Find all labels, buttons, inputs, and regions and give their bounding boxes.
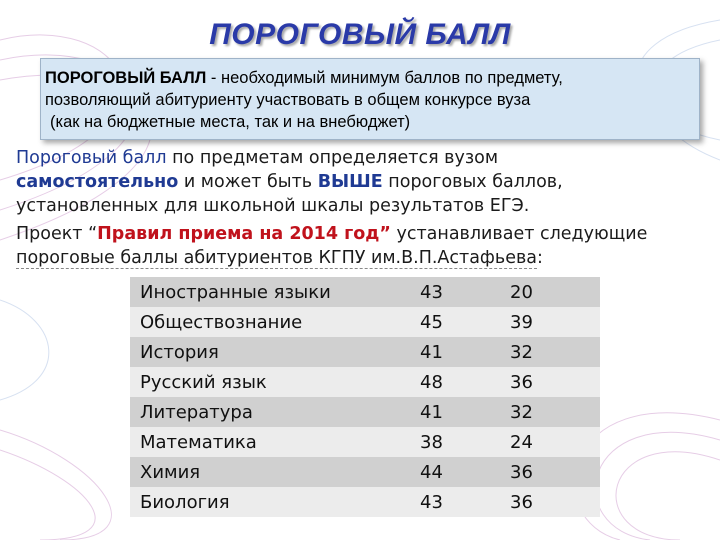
score-cell: 24 [510, 431, 533, 453]
score-cell: 39 [510, 311, 533, 333]
threshold-scores-table [130, 277, 600, 517]
score-cell: 32 [510, 401, 533, 423]
paragraph2-text-1: Проект “ [16, 224, 98, 244]
paragraph1-text-3: пороговых баллов, [382, 172, 563, 192]
definition-line-3: (как на бюджетные места, так и на внебюджет) [50, 113, 411, 131]
paragraph2-text-3: пороговые баллы абитуриентов КГПУ им.В.П.Астафьева [16, 248, 538, 268]
paragraph2-line-2 [16, 246, 716, 270]
paragraph2-line-1 [16, 222, 716, 246]
score-cell: 41 [420, 341, 443, 363]
subject-cell: Химия [140, 461, 201, 483]
table-row [130, 277, 600, 307]
score-cell: 44 [420, 461, 443, 483]
paragraph1-line-1 [16, 146, 716, 170]
score-cell: 43 [420, 281, 443, 303]
highlight-admission-rules: Правил приема на 2014 год” [97, 224, 391, 244]
highlight-independently: самостоятельно [16, 172, 179, 192]
definition-box [40, 58, 700, 140]
page-title: ПОРОГОВЫЙ БАЛЛ [209, 18, 511, 51]
score-cell: 20 [510, 281, 533, 303]
subject-cell: История [140, 341, 219, 363]
score-cell: 36 [510, 491, 533, 513]
subject-cell: Русский язык [140, 371, 267, 393]
paragraph-threshold-info [16, 146, 716, 218]
paragraph1-text-1: по предметам определяется вузом [166, 148, 499, 168]
score-cell: 41 [420, 401, 443, 423]
score-cell: 38 [420, 431, 443, 453]
score-cell: 48 [420, 371, 443, 393]
subject-cell: Биология [140, 491, 230, 513]
paragraph-admission-rules [16, 222, 716, 270]
paragraph2-text-2: устанавливает следующие [390, 224, 648, 244]
subject-cell: Математика [140, 431, 257, 453]
definition-line-2: позволяющий абитуриенту участвовать в общем конкурсе вуза [45, 91, 531, 109]
subject-cell: Литература [140, 401, 253, 423]
table-row [130, 367, 600, 397]
table-row [130, 457, 600, 487]
table-row [130, 397, 600, 427]
definition-text-1: - необходимый минимум баллов по предмету, [206, 69, 563, 87]
highlight-threshold-score: Пороговый балл [16, 148, 167, 168]
subject-cell: Обществознание [140, 311, 303, 333]
score-cell: 36 [510, 371, 533, 393]
subject-cell: Иностранные языки [140, 281, 331, 303]
score-cell: 45 [420, 311, 443, 333]
table-row [130, 337, 600, 367]
score-cell: 32 [510, 341, 533, 363]
definition-line-1 [45, 67, 695, 89]
score-cell: 43 [420, 491, 443, 513]
table-row [130, 487, 600, 517]
score-cell: 36 [510, 461, 533, 483]
table-row [130, 427, 600, 457]
table-row [130, 307, 600, 337]
paragraph1-line-3: установленных для школьной шкалы результатов ЕГЭ. [16, 196, 530, 216]
highlight-higher: ВЫШЕ [317, 172, 383, 192]
paragraph2-colon: : [537, 248, 543, 268]
definition-term: ПОРОГОВЫЙ БАЛЛ [45, 69, 207, 87]
paragraph1-text-2: и может быть [178, 172, 318, 192]
paragraph1-line-2 [16, 170, 716, 194]
